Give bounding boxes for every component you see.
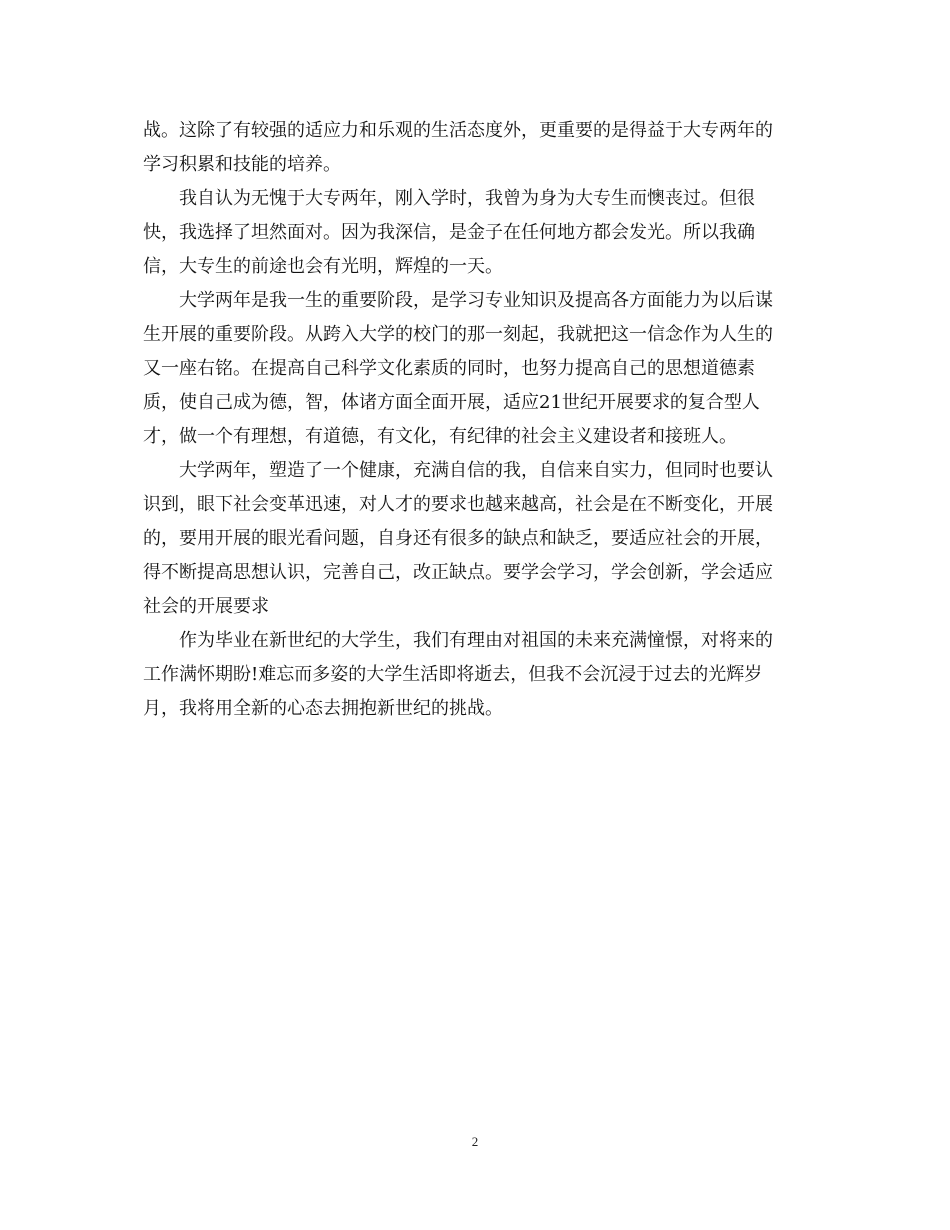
paragraph-start-line: 作为毕业在新世纪的大学生，我们有理由对祖国的未来充满憧憬，对将来的 <box>179 630 773 651</box>
text-line: 质，使自己成为德，智，体诸方面全面开展，适应21世纪开展要求的复合型人 <box>143 392 760 413</box>
page-number: 2 <box>471 1134 479 1149</box>
text-line: 才，做一个有理想，有道德，有文化，有纪律的社会主义建设者和接班人。 <box>143 426 737 447</box>
text-line: 学习积累和技能的培养。 <box>143 154 341 175</box>
text-line: 得不断提高思想认识，完善自己，改正缺点。要学会学习，学会创新，学会适应 <box>143 562 773 583</box>
paragraph-start-line: 大学两年是我一生的重要阶段，是学习专业知识及提高各方面能力为以后谋 <box>179 290 773 311</box>
text-line: 的，要用开展的眼光看问题，自身还有很多的缺点和缺乏，要适应社会的开展， <box>143 528 773 549</box>
paragraph-start-line: 我自认为无愧于大专两年，刚入学时，我曾为身为大专生而懊丧过。但很 <box>179 188 755 209</box>
text-line: 月，我将用全新的心态去拥抱新世纪的挑战。 <box>143 698 503 719</box>
text-line: 识到，眼下社会变革迅速，对人才的要求也越来越高，社会是在不断变化，开展 <box>143 494 773 515</box>
text-line: 信，大专生的前途也会有光明，辉煌的一天。 <box>143 256 503 277</box>
text-line: 战。这除了有较强的适应力和乐观的生活态度外，更重要的是得益于大专两年的 <box>143 120 773 141</box>
text-line: 又一座右铭。在提高自己科学文化素质的同时，也努力提高自己的思想道德素 <box>143 358 755 379</box>
text-line: 快，我选择了坦然面对。因为我深信，是金子在任何地方都会发光。所以我确 <box>143 222 755 243</box>
text-line: 工作满怀期盼!难忘而多姿的大学生活即将逝去，但我不会沉浸于过去的光辉岁 <box>143 664 763 685</box>
paragraph-start-line: 大学两年，塑造了一个健康，充满自信的我，自信来自实力，但同时也要认 <box>179 460 773 481</box>
body-text <box>143 114 808 726</box>
text-line: 生开展的重要阶段。从跨入大学的校门的那一刻起，我就把这一信念作为人生的 <box>143 324 773 345</box>
text-line: 社会的开展要求 <box>143 596 269 617</box>
